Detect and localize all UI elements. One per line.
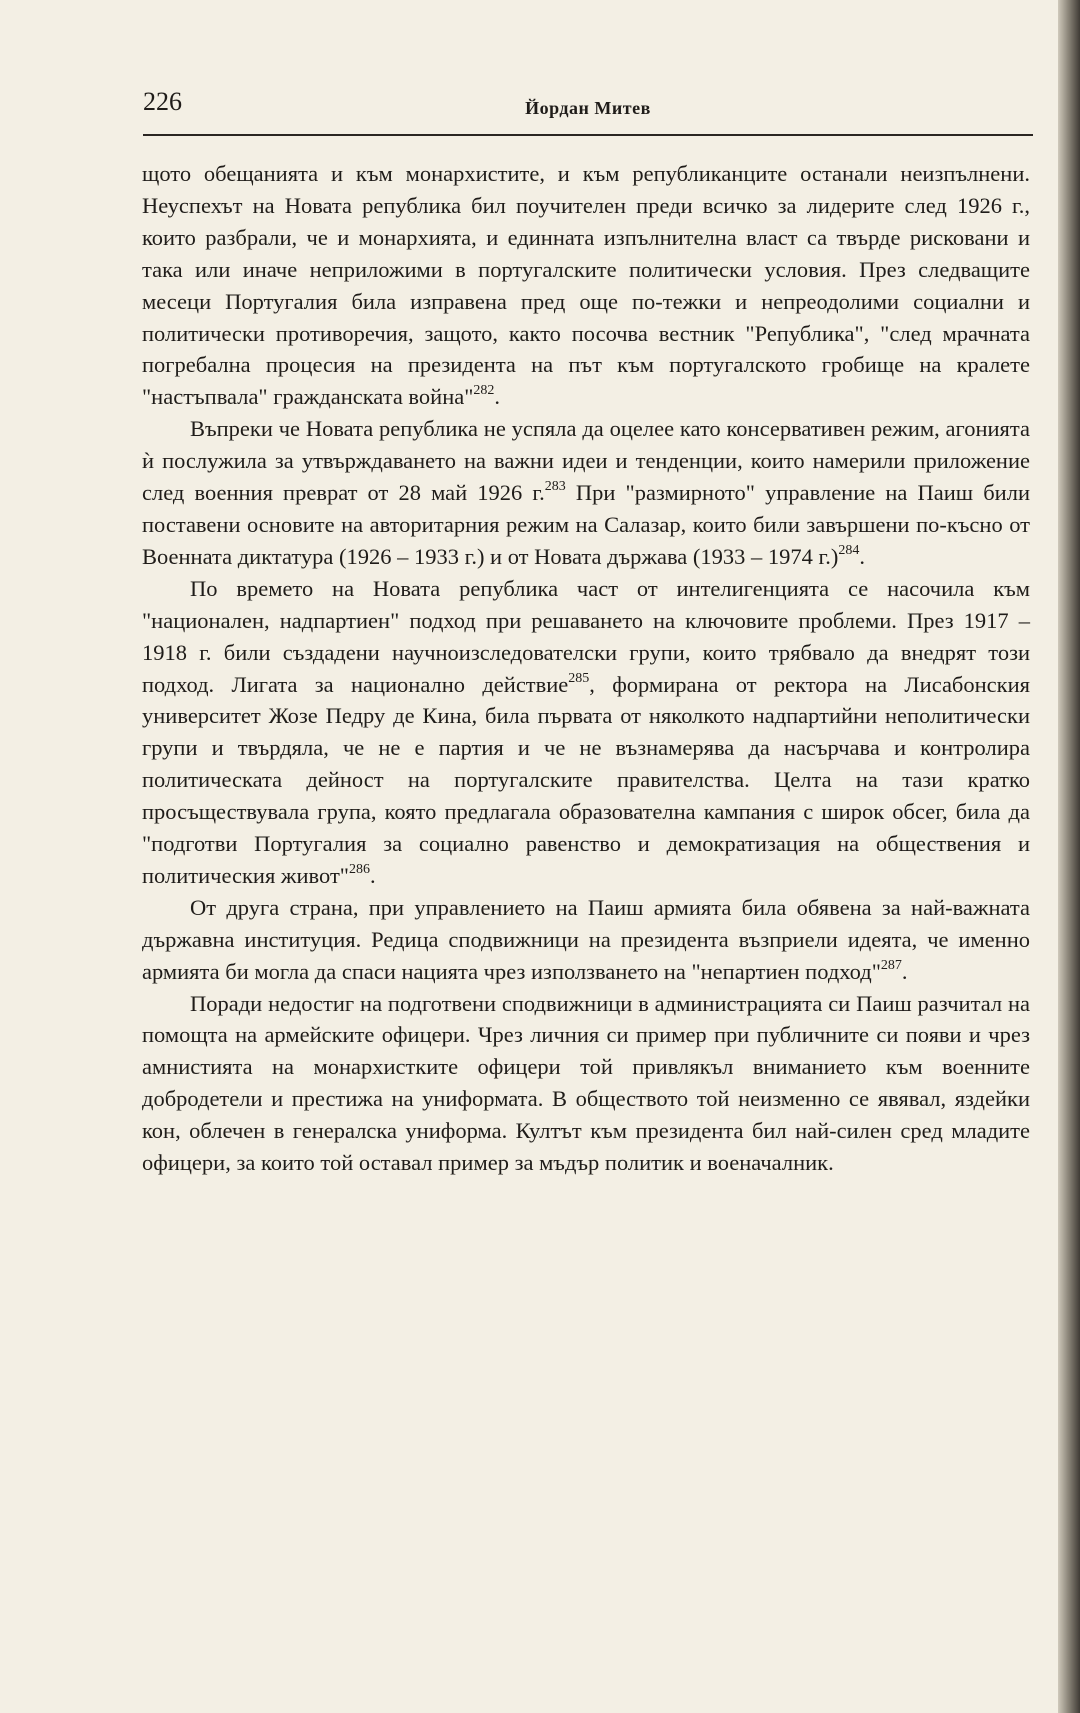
footnote-ref: 287 — [880, 957, 902, 973]
paragraph-text: щото обещанията и към монархистите, и към републиканците останали неизпълнени. Неуспехът на Новата република бил поучителен преди всичко за лидерите след 1926 г., които разбрали, че и монархията, и единната изпълнителна власт са твърде рисковани и така или иначе неприложими в португалските политически условия. През следващите месеци Португалия била изправена пред още по-тежки и непреодолими социални и политически противоречия, защото, както посочва вестник "Република", "след мрачната погребална процесия на президента на път към португалското гробище на кралете "настъпвала" гражданската война" — [142, 161, 1030, 410]
footnote-ref: 286 — [348, 861, 370, 877]
paragraph — [142, 988, 1030, 1179]
paragraph — [142, 413, 1030, 573]
paragraph — [142, 158, 1030, 413]
paragraph-text: Въпреки че Новата република не успяла да оцелее като консервативен режим, агонията ѝ послужила за утвърждаването на важни идеи и тенденции, които намерили приложение след военния преврат от 28 май 1926 г. — [142, 416, 1030, 506]
header-rule — [143, 134, 1033, 136]
footnote-ref: 285 — [568, 670, 590, 686]
paragraph-text: . — [494, 384, 501, 410]
body-text — [142, 158, 1030, 1179]
footnote-ref: 282 — [473, 383, 495, 399]
page-edge-shadow — [1058, 0, 1080, 1713]
footnote-ref: 284 — [838, 542, 860, 558]
footnote-ref: 283 — [544, 479, 566, 495]
paragraph-text: От друга страна, при управлението на Паиш армията била обявена за най-важната държавна институция. Редица сподвижници на президента възприели идеята, че именно армията би могла да спаси нацията чрез използването на "непартиен подход" — [142, 894, 1030, 984]
paragraph-text: Поради недостиг на подготвени сподвижници в администрацията си Паиш разчитал на помощта на армейските офицери. Чрез личния си пример при публичните си появи и чрез амнистията на монархистките офицери той привлякъл вниманието към военните добродетели и престижа на униформата. В обществото той неизменно се явявал, яздейки кон, облечен в генералска униформа. Култът към президента бил най-силен сред младите офицери, за които той оставал пример за мъдър политик и военачалник. — [142, 990, 1030, 1176]
paragraph-text: . — [901, 958, 908, 984]
paragraph — [142, 892, 1030, 988]
paragraph-text: . — [859, 543, 865, 569]
running-head: Йордан Митев — [525, 98, 651, 118]
paragraph — [142, 573, 1030, 892]
paragraph-text: По времето на Новата република част от интелигенцията се насочила към "национален, надпартиен" подход при решаването на ключовите проблеми. През 1917 – 1918 г. били създадени научноизследователски групи, които трябвало да внедрят този подход. Лигата за национално действие — [142, 575, 1030, 697]
paragraph-text: При "размирното" управление на Паиш били поставени основите на авторитарния режим на Салазар, които били завършени по-късно от Военната диктатура (1926 – 1933 г.) и от Новата държава (1933 – 1974 г.) — [142, 480, 1030, 569]
paragraph-text: , формирана от ректора на Лисабонския университет Жозе Педру де Кина, била първата от няколкото надпартийни неполитически групи и твърдяла, че не е партия и че не възнамерява да насърчава и контролира политическата дейност на португалските правителства. Целта на тази кратко просъществувала група, която предлагала образователна кампания с широк обсег, била да "подготви Португалия за социално равенство и демократизация на обществения и политическия живот" — [142, 671, 1030, 888]
page-number: 226 — [143, 87, 182, 116]
page-header — [143, 86, 1033, 126]
paragraph-text: . — [369, 862, 376, 888]
